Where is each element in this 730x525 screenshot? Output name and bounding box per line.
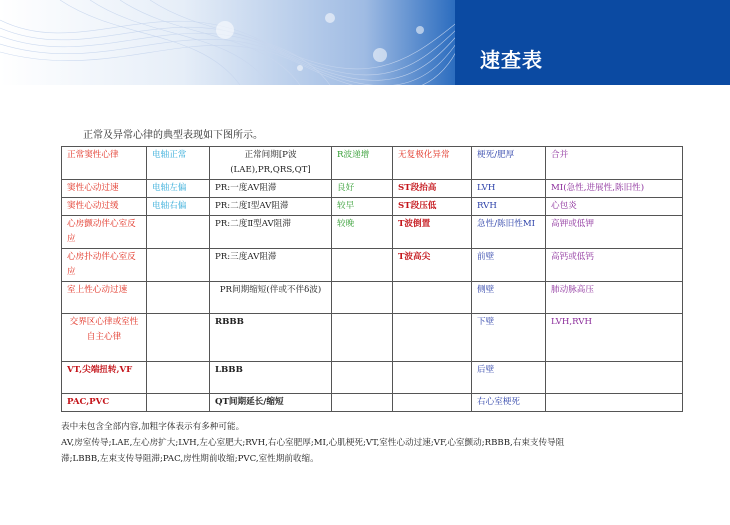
table-cell: QT间期延长/缩短 [210, 394, 332, 412]
table-row [62, 216, 683, 249]
table-cell: 窦性心动过速 [62, 180, 147, 198]
table-cell: LBBB [210, 362, 332, 394]
table-cell: T波倒置 [393, 216, 472, 249]
table-cell: 较晚 [332, 216, 393, 249]
table-cell: RVH [472, 198, 546, 216]
table-cell [546, 394, 683, 412]
table-cell: 心包炎 [546, 198, 683, 216]
table-cell: ST段抬高 [393, 180, 472, 198]
table-cell: 急性/陈旧性MI [472, 216, 546, 249]
table-row [62, 362, 683, 394]
table-cell [332, 394, 393, 412]
footnote-line: 表中未包含全部内容,加粗字体表示有多种可能。 [61, 422, 245, 432]
table-cell [147, 216, 210, 249]
table-row [62, 180, 683, 198]
intro-text: 正常及异常心律的典型表现如下图所示。 [83, 130, 263, 141]
table-cell: 合并 [546, 147, 683, 180]
table-row [62, 314, 683, 362]
table-cell: 侧壁 [472, 282, 546, 314]
table-cell [332, 362, 393, 394]
table-cell [147, 249, 210, 282]
table-cell: LVH [472, 180, 546, 198]
table-cell: 正常窦性心律 [62, 147, 147, 180]
table-cell: 电轴右偏 [147, 198, 210, 216]
table-cell: PR:二度Ⅱ型AV阻滞 [210, 216, 332, 249]
table-cell: 窦性心动过缓 [62, 198, 147, 216]
table-cell: 右心室梗死 [472, 394, 546, 412]
table-cell [332, 314, 393, 362]
table-cell: 电轴左偏 [147, 180, 210, 198]
table-cell [332, 282, 393, 314]
table-cell [393, 314, 472, 362]
table-row [62, 282, 683, 314]
table-cell: RBBB [210, 314, 332, 362]
table-cell [546, 362, 683, 394]
table-cell: 梗死/肥厚 [472, 147, 546, 180]
table-cell: 无复极化异常 [393, 147, 472, 180]
table-cell: R波递增 [332, 147, 393, 180]
table-cell: 下壁 [472, 314, 546, 362]
table-cell: T波高尖 [393, 249, 472, 282]
table-cell [393, 282, 472, 314]
table-cell [393, 362, 472, 394]
table-cell: PR:一度AV阻滞 [210, 180, 332, 198]
table-cell: 交界区心律或室性自主心律 [62, 314, 147, 362]
header-banner [0, 0, 730, 85]
table-cell [393, 394, 472, 412]
table-cell [147, 314, 210, 362]
page-title: 速查表 [480, 48, 543, 72]
table-cell: 后壁 [472, 362, 546, 394]
table-cell [147, 394, 210, 412]
table-cell: MI(急性,进展性,陈旧性) [546, 180, 683, 198]
table-cell [147, 362, 210, 394]
table-cell [332, 249, 393, 282]
decorative-waves [0, 0, 460, 85]
table-cell: 良好 [332, 180, 393, 198]
ecg-reference-table [61, 146, 683, 412]
table-cell: VT,尖端扭转,VF [62, 362, 147, 394]
table-cell: 室上性心动过速 [62, 282, 147, 314]
table-cell: 高钙或低钙 [546, 249, 683, 282]
table-row [62, 198, 683, 216]
table-cell: 高钾或低钾 [546, 216, 683, 249]
table-cell: 电轴正常 [147, 147, 210, 180]
footnote-line: 滞;LBBB,左束支传导阻滞;PAC,房性期前收缩;PVC,室性期前收缩。 [61, 454, 319, 464]
table-cell: PR:二度Ⅰ型AV阻滞 [210, 198, 332, 216]
table-row [62, 147, 683, 180]
table-cell: PR间期缩短(伴或不伴δ波) [210, 282, 332, 314]
table-cell: 正常间期[P波(LAE),PR,QRS,QT] [210, 147, 332, 180]
table-cell: LVH,RVH [546, 314, 683, 362]
table-cell: PAC,PVC [62, 394, 147, 412]
table-cell: PR:三度AV阻滞 [210, 249, 332, 282]
table-cell: 心房颤动伴心室反应 [62, 216, 147, 249]
table-cell: 肺动脉高压 [546, 282, 683, 314]
footnote-line: AV,房室传导;LAE,左心房扩大;LVH,左心室肥大;RVH,右心室肥厚;MI,心肌梗死;VT,室性心动过速;VF,心室颤动;RBBB,右束支传导阻 [61, 438, 565, 448]
table-row [62, 394, 683, 412]
table-cell [147, 282, 210, 314]
table-row [62, 249, 683, 282]
table-cell: 前壁 [472, 249, 546, 282]
table-cell: ST段压低 [393, 198, 472, 216]
table-cell: 较早 [332, 198, 393, 216]
table-cell: 心房扑动伴心室反应 [62, 249, 147, 282]
